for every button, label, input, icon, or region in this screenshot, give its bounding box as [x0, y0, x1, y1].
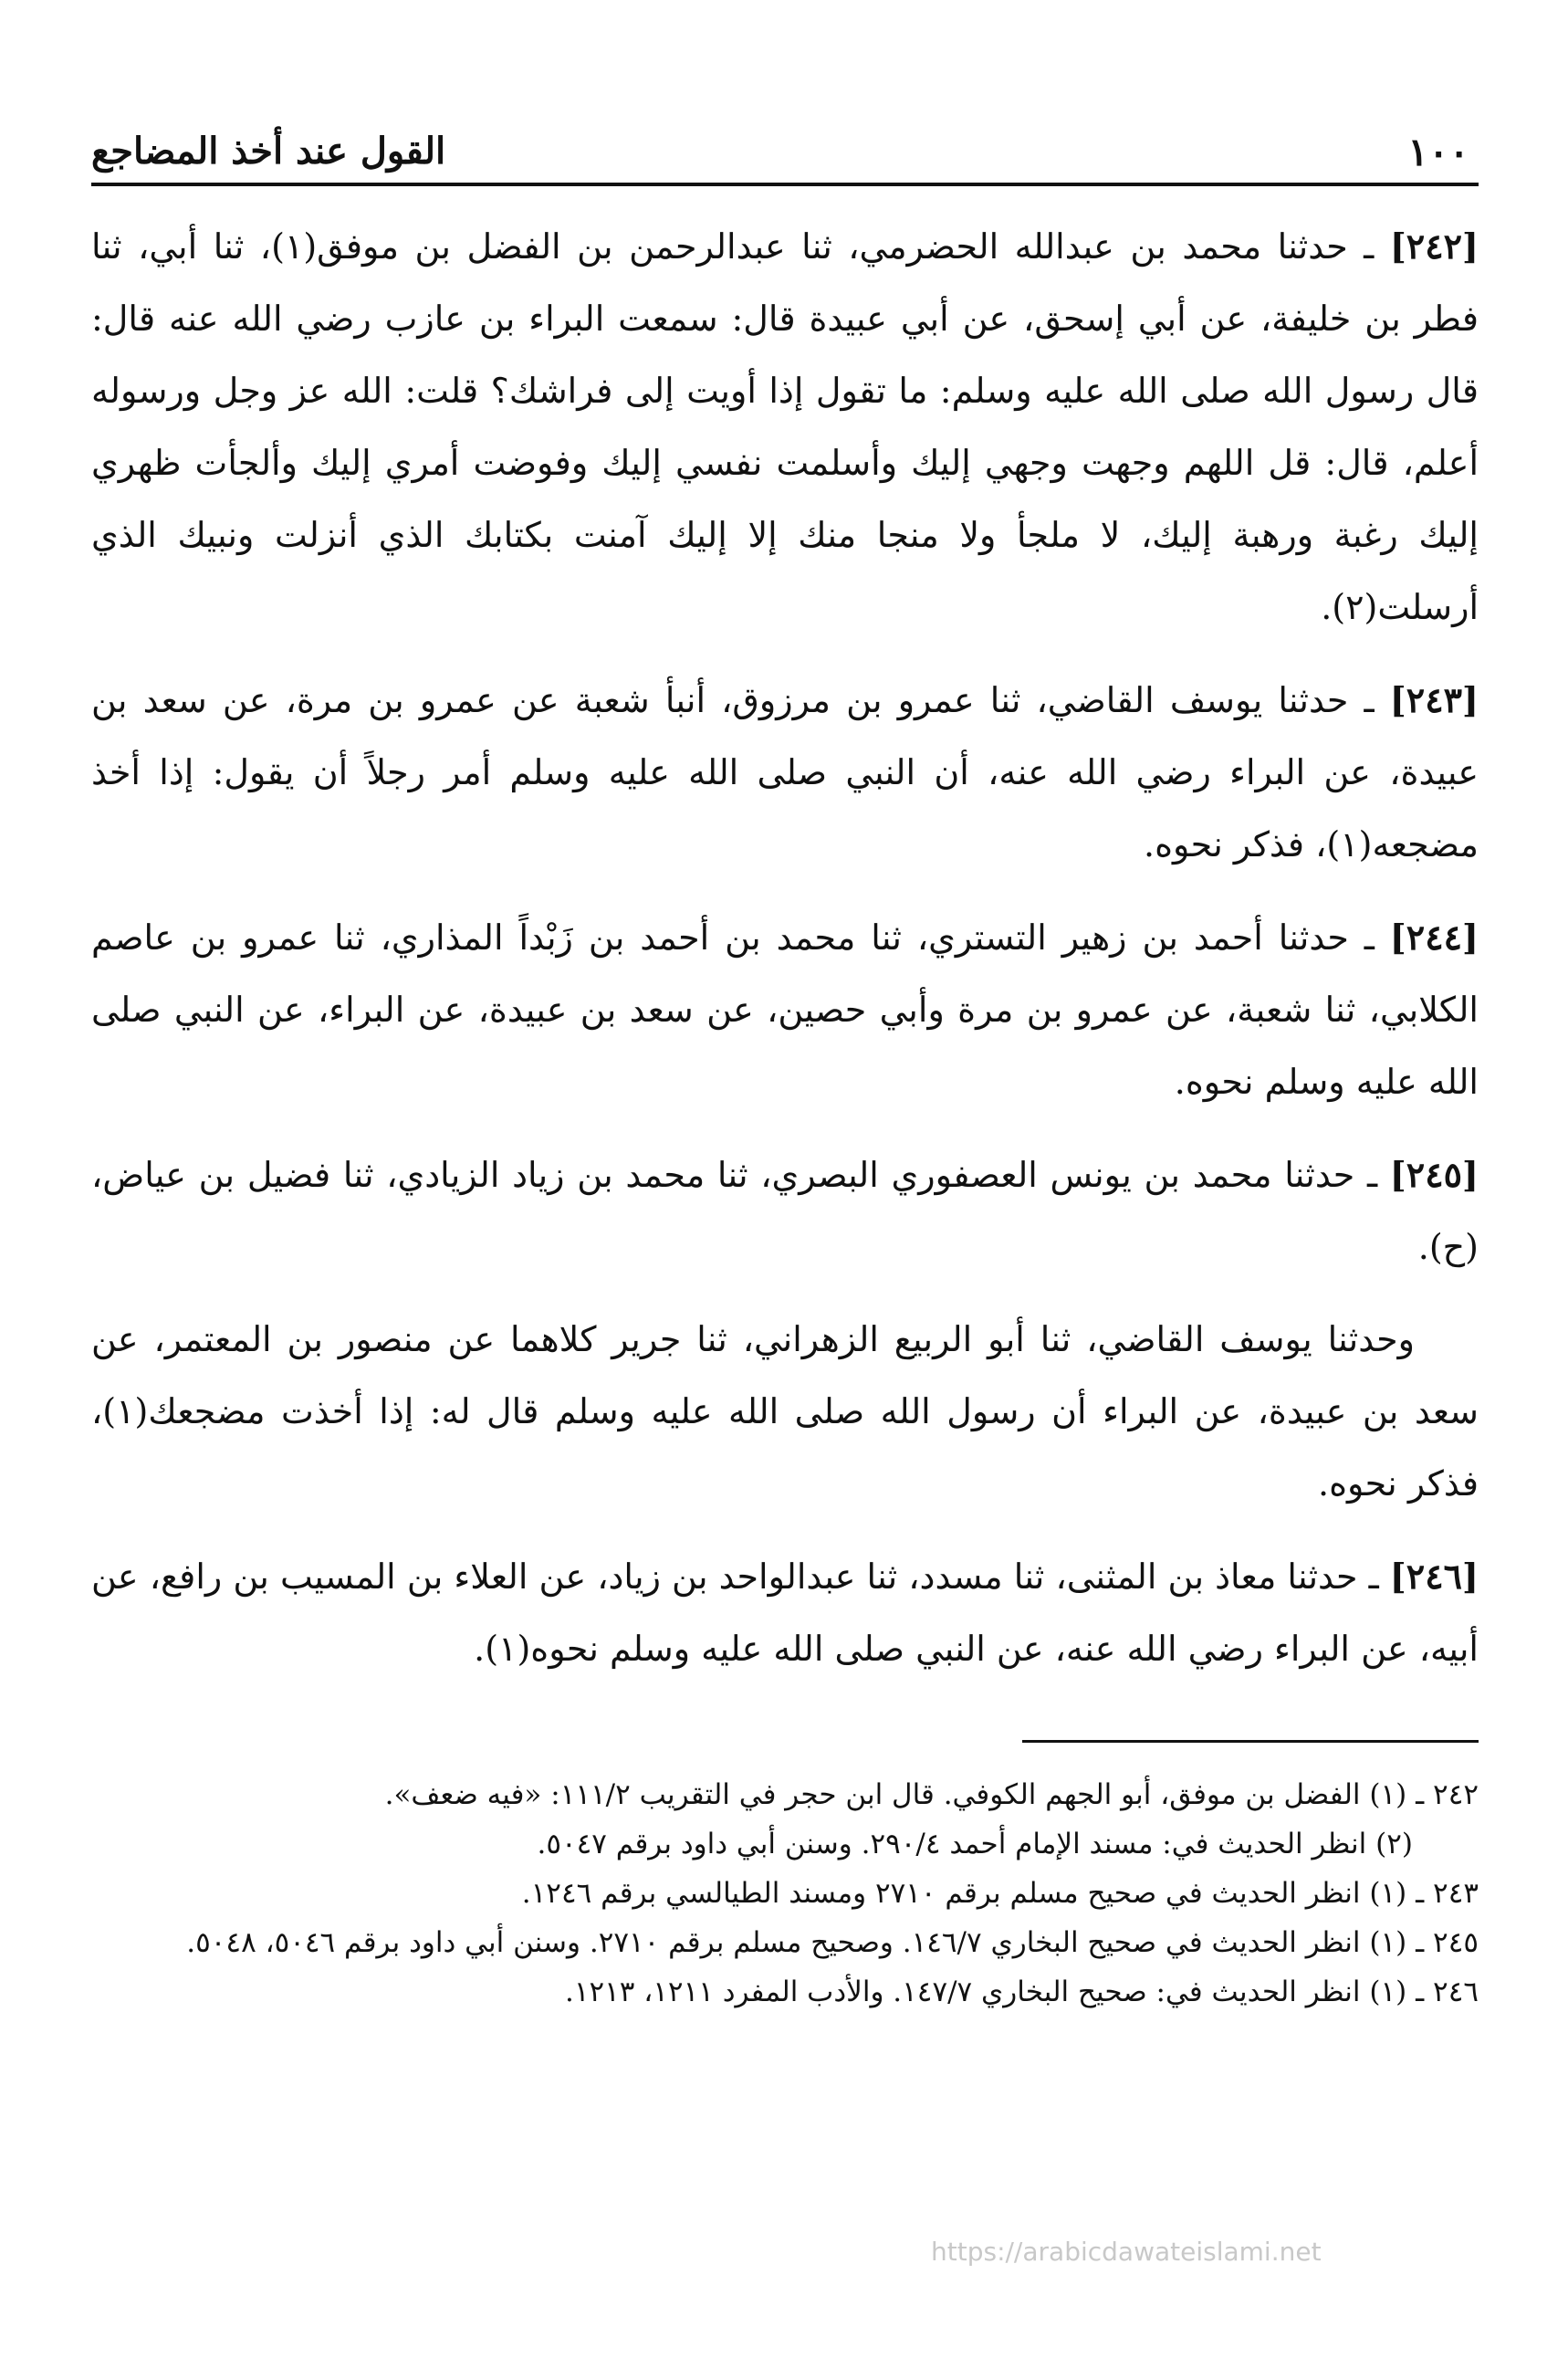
- footnote-245-1: ٢٤٥ ـ (١) انظر الحديث في صحيح البخاري ١٤٦/٧. وصحيح مسلم برقم ٢٧١٠. وسنن أبي داود برقم ٥٠٤٦، ٥٠٤٨.: [186, 1926, 1479, 1959]
- hadith-text: ـ حدثنا يوسف القاضي، ثنا عمرو بن مرزوق، أنبأ شعبة عن عمرو بن مرة، عن سعد بن عبيدة، عن البراء رضي الله عنه، أن النبي صلى الله عليه وسلم أمر رجلاً أن يقول: إذا أخذ مضجعه(١)، فذكر نحوه.: [91, 680, 1479, 865]
- hadith-245-second-chain: [91, 1304, 1479, 1520]
- footnote-242-1: ٢٤٢ ـ (١) الفضل بن موفق، أبو الجهم الكوفي. قال ابن حجر في التقريب ١١١/٢: «فيه ضعف».: [384, 1778, 1479, 1811]
- footnotes: [91, 1770, 1479, 2017]
- chapter-title: القول عند أخذ المضاجع: [91, 130, 446, 173]
- hadith-text: وحدثنا يوسف القاضي، ثنا أبو الربيع الزهراني، ثنا جرير كلاهما عن منصور بن المعتمر، عن سعد بن عبيدة، عن البراء أن رسول الله صلى الله عليه وسلم قال له: إذا أخذت مضجعك(١)، فذكر نحوه.: [91, 1319, 1479, 1504]
- hadith-number: [٢٤٤]: [1389, 917, 1479, 958]
- hadith-245: [91, 1138, 1479, 1284]
- hadith-246: [91, 1540, 1479, 1685]
- footnote-242-2: (٢) انظر الحديث في: مسند الإمام أحمد ٢٩٠/٤. وسنن أبي داود برقم ٥٠٤٧.: [537, 1828, 1413, 1860]
- hadith-text: ـ حدثنا أحمد بن زهير التستري، ثنا محمد بن أحمد بن زَبْداً المذاري، ثنا عمرو بن عاصم الكلابي، ثنا شعبة، عن عمرو بن مرة وأبي حصين، عن سعد بن عبيدة، عن البراء، عن النبي صلى الله عليه وسلم نحوه.: [91, 917, 1479, 1102]
- hadith-number: [٢٤٦]: [1389, 1556, 1479, 1597]
- running-head: [91, 119, 1479, 186]
- hadith-text: ـ حدثنا محمد بن عبدالله الحضرمي، ثنا عبدالرحمن بن الفضل بن موفق(١)، ثنا أبي، ثنا فطر بن خليفة، عن أبي إسحق، عن أبي عبيدة قال: سمعت البراء بن عازب رضي الله عنه قال: قال رسول الله صلى الله عليه وسلم: ما تقول إذا أويت إلى فراشك؟ قلت: الله عز وجل ورسوله أعلم، قال: قل اللهم وجهت وجهي إليك وأسلمت نفسي إليك وفوضت أمري إليك وألجأت ظهري إليك رغبة ورهبة إليك، لا ملجأ ولا منجا منك إلا إليك آمنت بكتابك الذي أنزلت ونبيك الذي أرسلت(٢).: [91, 226, 1479, 627]
- hadith-number: [٢٤٢]: [1389, 225, 1479, 267]
- hadith-text: ـ حدثنا محمد بن يونس العصفوري البصري، ثنا محمد بن زياد الزيادي، ثنا فضيل بن عياض، (ح).: [91, 1155, 1479, 1267]
- hadith-242: [91, 210, 1479, 644]
- footnote-246-1: ٢٤٦ ـ (١) انظر الحديث في: صحيح البخاري ١٤٧/٧. والأدب المفرد ١٢١١، ١٢١٣.: [564, 1975, 1479, 2008]
- hadith-number: [٢٤٥]: [1389, 1154, 1479, 1195]
- hadith-244: [91, 901, 1479, 1118]
- book-page: [91, 119, 1479, 2017]
- hadith-243: [91, 664, 1479, 881]
- main-text: [91, 210, 1479, 1685]
- watermark: https://arabicdawateislami.net: [931, 2237, 1322, 2267]
- footnote-243-1: ٢٤٣ ـ (١) انظر الحديث في صحيح مسلم برقم ٢٧١٠ ومسند الطيالسي برقم ١٢٤٦.: [521, 1877, 1479, 1910]
- footnote-divider: [1022, 1740, 1479, 1743]
- hadith-text: ـ حدثنا معاذ بن المثنى، ثنا مسدد، ثنا عبدالواحد بن زياد، عن العلاء بن المسيب بن رافع، عن أبيه، عن البراء رضي الله عنه، عن النبي صلى الله عليه وسلم نحوه(١).: [91, 1556, 1479, 1669]
- page-number: ١٠٠: [1407, 130, 1469, 174]
- hadith-number: [٢٤٣]: [1389, 679, 1479, 720]
